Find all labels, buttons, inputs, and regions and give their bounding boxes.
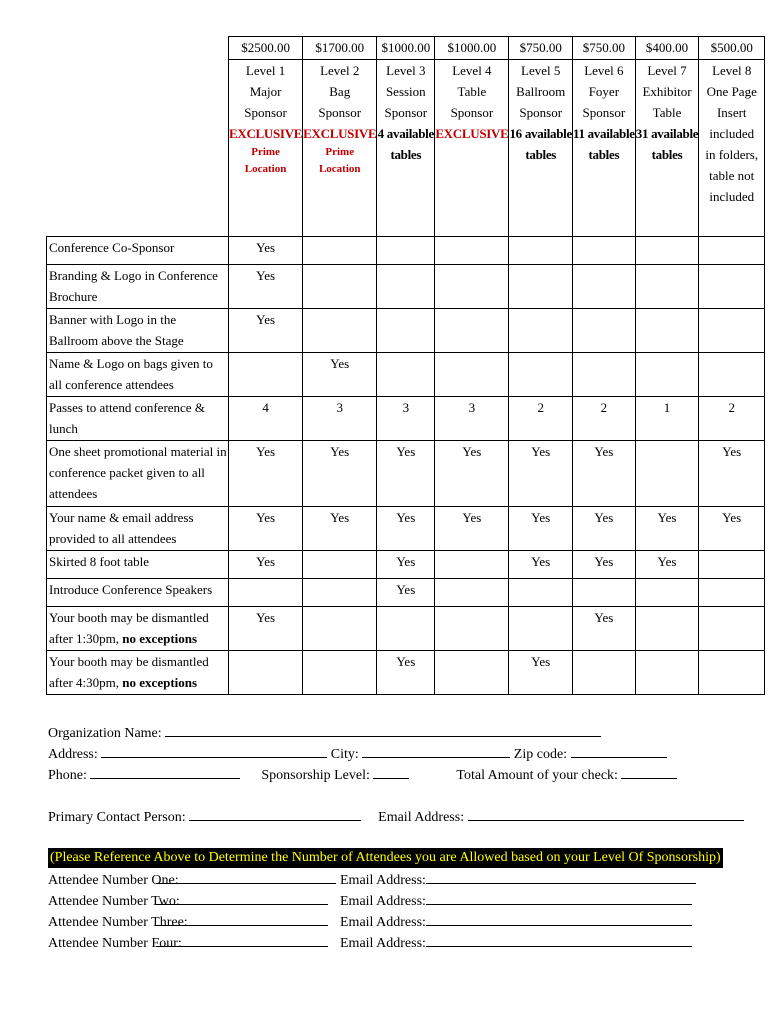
feature-value xyxy=(699,237,765,265)
feature-value: Yes xyxy=(572,507,635,551)
address-field[interactable] xyxy=(101,743,327,758)
feature-value: Yes xyxy=(377,651,435,695)
feature-text: One sheet promotional material in conference packet given to all attendees xyxy=(49,444,227,501)
feature-label xyxy=(47,607,229,651)
feature-text: Conference Co-Sponsor xyxy=(49,240,175,255)
attendee-name-field[interactable] xyxy=(156,890,328,905)
table-row xyxy=(47,237,765,265)
feature-value xyxy=(572,309,635,353)
table-row xyxy=(47,579,765,607)
level-name-line: Bag xyxy=(329,84,351,99)
sponsorship-level-label: Sponsorship Level: xyxy=(261,768,370,783)
feature-value xyxy=(509,353,573,397)
table-row xyxy=(47,551,765,579)
feature-text: Skirted 8 foot table xyxy=(49,554,150,569)
attendee-note: (Please Reference Above to Determine the Number of Attendees you are Allowed based on your Level Of Sponsorship) xyxy=(48,848,723,868)
level-price: $750.00 xyxy=(509,37,573,60)
feature-value xyxy=(229,579,303,607)
exclusive-label: EXCLUSIVE xyxy=(229,126,303,141)
org-name-field[interactable] xyxy=(165,722,601,737)
feature-value xyxy=(435,237,509,265)
availability-label: tables xyxy=(588,147,620,162)
feature-value: 3 xyxy=(377,397,435,441)
feature-value xyxy=(509,237,573,265)
feature-value: Yes xyxy=(377,551,435,579)
attendee-email-label: Email Address: xyxy=(340,873,426,888)
table-row xyxy=(47,507,765,551)
availability-label: tables xyxy=(525,147,557,162)
level-price: $1700.00 xyxy=(303,37,377,60)
feature-text: Your booth may be dismantled after 1:30pm, xyxy=(49,610,209,646)
feature-value xyxy=(377,265,435,309)
level-name-line: Ballroom xyxy=(516,84,566,99)
feature-value: Yes xyxy=(229,237,303,265)
table-row xyxy=(47,397,765,441)
sponsorship-level-field[interactable] xyxy=(373,764,409,779)
feature-value: Yes xyxy=(635,551,699,579)
level-price: $500.00 xyxy=(699,37,765,60)
feature-emphasis: no exceptions xyxy=(122,675,198,690)
feature-value xyxy=(435,651,509,695)
attendee-label: Attendee Number One: xyxy=(48,873,179,888)
attendee-label: Attendee Number Three: xyxy=(48,915,188,930)
feature-value: 4 xyxy=(229,397,303,441)
phone-row xyxy=(48,764,677,786)
table-row xyxy=(47,309,765,353)
level-name-line: Level 2 xyxy=(320,63,360,78)
feature-text: Your name & email address provided to all attendees xyxy=(49,510,194,546)
primary-contact-label: Primary Contact Person: xyxy=(48,810,186,825)
attendee-label: Attendee Number Four: xyxy=(48,936,182,951)
level-name-line: Level 8 xyxy=(712,63,752,78)
level-price: $1000.00 xyxy=(435,37,509,60)
feature-value xyxy=(377,607,435,651)
level-name-line: in folders, xyxy=(705,147,759,162)
feature-value xyxy=(699,309,765,353)
feature-label xyxy=(47,397,229,441)
feature-value xyxy=(699,651,765,695)
feature-value: Yes xyxy=(435,507,509,551)
feature-value: Yes xyxy=(572,441,635,507)
feature-value: Yes xyxy=(229,607,303,651)
feature-value xyxy=(509,265,573,309)
feature-value xyxy=(377,237,435,265)
zip-label: Zip code: xyxy=(513,747,568,762)
level-name-line: Level 5 xyxy=(521,63,561,78)
feature-value: Yes xyxy=(229,265,303,309)
level-price: $750.00 xyxy=(572,37,635,60)
feature-text: Name & Logo on bags given to all conference attendees xyxy=(49,356,213,392)
attendee-email-label: Email Address: xyxy=(340,894,426,909)
level-header xyxy=(303,60,377,237)
feature-label xyxy=(47,237,229,265)
attendee-name-field[interactable] xyxy=(156,869,336,884)
feature-value: Yes xyxy=(699,441,765,507)
feature-value: Yes xyxy=(229,507,303,551)
level-name-line: Level 4 xyxy=(452,63,492,78)
exclusive-label: EXCLUSIVE xyxy=(435,126,509,141)
feature-value: Yes xyxy=(229,551,303,579)
feature-text: Passes to attend conference & lunch xyxy=(49,400,205,436)
prime-location-label: Location xyxy=(318,163,361,175)
level-name-line: Level 6 xyxy=(584,63,624,78)
attendee-email-field[interactable] xyxy=(426,911,692,926)
feature-value: 2 xyxy=(509,397,573,441)
level-header xyxy=(699,60,765,237)
prime-location-label: Prime xyxy=(325,146,355,158)
level-name-line: Major xyxy=(249,84,282,99)
primary-email-label: Email Address: xyxy=(378,810,465,825)
feature-value xyxy=(509,607,573,651)
feature-label xyxy=(47,507,229,551)
feature-value xyxy=(509,309,573,353)
table-row xyxy=(47,651,765,695)
level-name-line: Sponsor xyxy=(384,105,428,120)
attendee-email-field[interactable] xyxy=(426,890,692,905)
level-name-line: table not xyxy=(709,168,755,183)
level-name-line: Sponsor xyxy=(450,105,494,120)
feature-value: Yes xyxy=(635,507,699,551)
phone-field[interactable] xyxy=(90,764,240,779)
zip-field[interactable] xyxy=(571,743,667,758)
feature-text: Branding & Logo in Conference Brochure xyxy=(49,268,218,304)
level-name-line: included xyxy=(709,189,755,204)
feature-label xyxy=(47,651,229,695)
feature-value xyxy=(572,353,635,397)
feature-value: Yes xyxy=(572,607,635,651)
availability-label: 31 available xyxy=(635,126,699,141)
feature-value xyxy=(635,607,699,651)
feature-value: Yes xyxy=(229,309,303,353)
feature-value xyxy=(303,309,377,353)
feature-value xyxy=(699,353,765,397)
feature-value xyxy=(435,607,509,651)
level-name-line: Sponsor xyxy=(318,105,362,120)
attendee-email-field[interactable] xyxy=(426,869,696,884)
feature-label xyxy=(47,579,229,607)
feature-value xyxy=(303,579,377,607)
prime-location-label: Location xyxy=(244,163,287,175)
level-name-line: Level 1 xyxy=(245,63,286,78)
level-name-line: Table xyxy=(652,105,682,120)
org-name-row xyxy=(48,722,601,744)
level-name-line: Sponsor xyxy=(244,105,287,120)
level-header xyxy=(509,60,573,237)
feature-value xyxy=(377,309,435,353)
feature-value: Yes xyxy=(229,441,303,507)
feature-value xyxy=(435,265,509,309)
feature-value xyxy=(509,579,573,607)
availability-label: 16 available xyxy=(509,126,572,141)
feature-value: Yes xyxy=(572,551,635,579)
level-header xyxy=(229,60,303,237)
feature-emphasis: no exceptions xyxy=(122,631,198,646)
feature-value xyxy=(303,265,377,309)
feature-value: Yes xyxy=(303,441,377,507)
feature-value xyxy=(699,265,765,309)
feature-value xyxy=(303,651,377,695)
feature-value xyxy=(572,579,635,607)
availability-label: 4 available xyxy=(377,126,434,141)
total-amount-field[interactable] xyxy=(621,764,677,779)
feature-value xyxy=(635,651,699,695)
feature-value xyxy=(699,607,765,651)
feature-label xyxy=(47,441,229,507)
availability-label: tables xyxy=(651,147,683,162)
feature-text: Banner with Logo in the Ballroom above the Stage xyxy=(49,312,184,348)
feature-label xyxy=(47,551,229,579)
feature-text: Introduce Conference Speakers xyxy=(49,582,213,597)
feature-value: 2 xyxy=(699,397,765,441)
address-label: Address: xyxy=(48,747,98,762)
feature-value: 1 xyxy=(635,397,699,441)
feature-value xyxy=(435,551,509,579)
level-name-line: Exhibitor xyxy=(642,84,692,99)
feature-value: Yes xyxy=(435,441,509,507)
sponsorship-table xyxy=(46,36,765,695)
level-name-line: Level 3 xyxy=(386,63,426,78)
table-corner xyxy=(47,37,229,237)
attendee-email-label: Email Address: xyxy=(340,915,426,930)
feature-value xyxy=(635,309,699,353)
level-name-line: Level 7 xyxy=(647,63,687,78)
feature-value: Yes xyxy=(699,507,765,551)
table-row xyxy=(47,441,765,507)
feature-value xyxy=(635,265,699,309)
level-name-line: One Page xyxy=(706,84,757,99)
level-header xyxy=(572,60,635,237)
feature-text: Your booth may be dismantled after 4:30pm, xyxy=(49,654,209,690)
availability-label: tables xyxy=(390,147,422,162)
feature-value xyxy=(377,353,435,397)
feature-value xyxy=(435,353,509,397)
feature-value xyxy=(303,607,377,651)
attendee-row xyxy=(48,869,696,891)
phone-label: Phone: xyxy=(48,768,87,783)
level-header xyxy=(377,60,435,237)
feature-value xyxy=(303,237,377,265)
primary-email-field[interactable] xyxy=(468,806,744,821)
feature-label xyxy=(47,353,229,397)
address-row xyxy=(48,743,667,765)
feature-value: 3 xyxy=(303,397,377,441)
feature-value xyxy=(572,265,635,309)
attendee-row xyxy=(48,932,692,954)
feature-value: Yes xyxy=(509,507,573,551)
level-price: $400.00 xyxy=(635,37,699,60)
feature-value: Yes xyxy=(509,441,573,507)
feature-value xyxy=(229,651,303,695)
level-header xyxy=(435,60,509,237)
feature-value: Yes xyxy=(303,353,377,397)
feature-value xyxy=(303,551,377,579)
attendee-name-field[interactable] xyxy=(156,932,328,947)
level-header xyxy=(635,60,699,237)
feature-value xyxy=(229,353,303,397)
table-row xyxy=(47,353,765,397)
level-name-line: Insert included xyxy=(709,105,755,141)
feature-value xyxy=(435,309,509,353)
attendee-row xyxy=(48,911,692,933)
prime-location-label: Prime xyxy=(251,146,280,158)
feature-value: Yes xyxy=(509,551,573,579)
attendee-label: Attendee Number Two: xyxy=(48,894,180,909)
feature-value: Yes xyxy=(377,441,435,507)
feature-value: Yes xyxy=(377,507,435,551)
feature-label xyxy=(47,265,229,309)
city-field[interactable] xyxy=(362,743,510,758)
feature-value: 2 xyxy=(572,397,635,441)
attendee-row xyxy=(48,890,692,912)
level-name-line: Session xyxy=(385,84,426,99)
feature-value xyxy=(572,237,635,265)
level-name-line: Foyer xyxy=(588,84,620,99)
feature-value: Yes xyxy=(377,579,435,607)
feature-value xyxy=(572,651,635,695)
level-name-line: Table xyxy=(457,84,487,99)
attendee-email-label: Email Address: xyxy=(340,936,426,951)
table-row xyxy=(47,607,765,651)
level-price: $1000.00 xyxy=(377,37,435,60)
primary-contact-field[interactable] xyxy=(189,806,361,821)
org-name-label: Organization Name: xyxy=(48,726,162,741)
feature-label xyxy=(47,309,229,353)
feature-value xyxy=(635,579,699,607)
table-row xyxy=(47,265,765,309)
level-name-line: Sponsor xyxy=(519,105,563,120)
feature-value: Yes xyxy=(303,507,377,551)
feature-value xyxy=(635,353,699,397)
feature-value xyxy=(635,237,699,265)
total-amount-label: Total Amount of your check: xyxy=(456,768,618,783)
attendee-email-field[interactable] xyxy=(426,932,692,947)
feature-value xyxy=(699,551,765,579)
primary-contact-row xyxy=(48,806,744,828)
availability-label: 11 available xyxy=(572,126,635,141)
feature-value: Yes xyxy=(509,651,573,695)
feature-value xyxy=(699,579,765,607)
feature-value xyxy=(635,441,699,507)
city-label: City: xyxy=(330,747,359,762)
level-price: $2500.00 xyxy=(229,37,303,60)
feature-value: 3 xyxy=(435,397,509,441)
feature-value xyxy=(435,579,509,607)
price-row xyxy=(47,37,765,60)
exclusive-label: EXCLUSIVE xyxy=(303,126,377,141)
attendee-name-field[interactable] xyxy=(156,911,328,926)
level-name-line: Sponsor xyxy=(582,105,626,120)
